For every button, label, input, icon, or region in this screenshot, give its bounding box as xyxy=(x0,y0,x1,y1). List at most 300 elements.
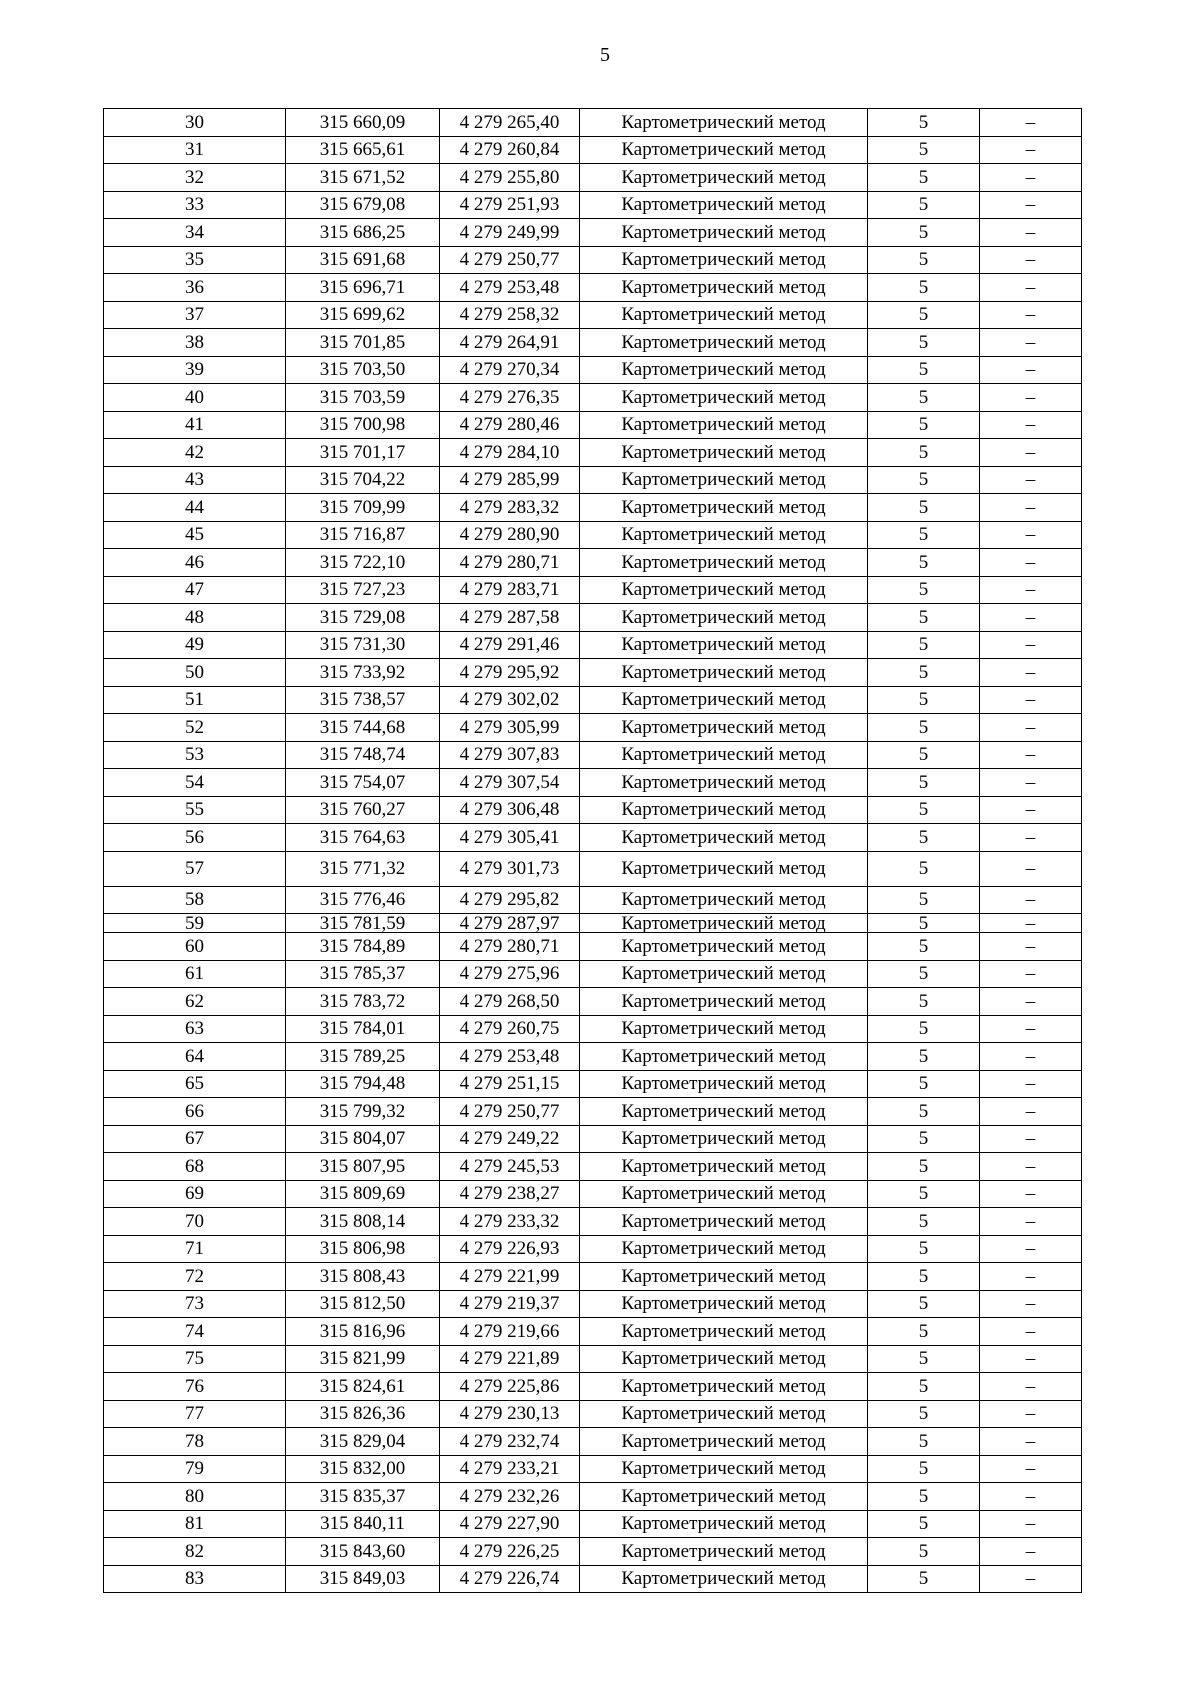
y-coordinate-cell: 4 279 226,74 xyxy=(440,1565,580,1593)
y-coordinate-cell: 4 279 307,54 xyxy=(440,769,580,797)
accuracy-cell: 5 xyxy=(868,1235,980,1263)
note-cell: – xyxy=(980,1400,1082,1428)
x-coordinate-cell: 315 701,85 xyxy=(286,329,440,357)
table-row xyxy=(104,1290,1082,1318)
note-cell: – xyxy=(980,631,1082,659)
x-coordinate-cell: 315 679,08 xyxy=(286,191,440,219)
point-number-cell: 41 xyxy=(104,411,286,439)
point-number-cell: 83 xyxy=(104,1565,286,1593)
table-row xyxy=(104,886,1082,914)
accuracy-cell: 5 xyxy=(868,1318,980,1346)
note-cell: – xyxy=(980,494,1082,522)
x-coordinate-cell: 315 738,57 xyxy=(286,686,440,714)
table-row xyxy=(104,246,1082,274)
method-cell: Картометрический метод xyxy=(580,1263,868,1291)
note-cell: – xyxy=(980,439,1082,467)
x-coordinate-cell: 315 783,72 xyxy=(286,988,440,1016)
y-coordinate-cell: 4 279 221,89 xyxy=(440,1345,580,1373)
x-coordinate-cell: 315 808,14 xyxy=(286,1208,440,1236)
note-cell: – xyxy=(980,1208,1082,1236)
x-coordinate-cell: 315 731,30 xyxy=(286,631,440,659)
point-number-cell: 72 xyxy=(104,1263,286,1291)
table-row xyxy=(104,1428,1082,1456)
point-number-cell: 70 xyxy=(104,1208,286,1236)
method-cell: Картометрический метод xyxy=(580,219,868,247)
point-number-cell: 46 xyxy=(104,549,286,577)
note-cell: – xyxy=(980,521,1082,549)
point-number-cell: 49 xyxy=(104,631,286,659)
point-number-cell: 55 xyxy=(104,796,286,824)
x-coordinate-cell: 315 840,11 xyxy=(286,1510,440,1538)
point-number-cell: 32 xyxy=(104,164,286,192)
note-cell: – xyxy=(980,411,1082,439)
accuracy-cell: 5 xyxy=(868,1290,980,1318)
method-cell: Картометрический метод xyxy=(580,549,868,577)
note-cell: – xyxy=(980,1043,1082,1071)
accuracy-cell: 5 xyxy=(868,1070,980,1098)
table-row xyxy=(104,1565,1082,1593)
x-coordinate-cell: 315 671,52 xyxy=(286,164,440,192)
point-number-cell: 53 xyxy=(104,741,286,769)
note-cell: – xyxy=(980,769,1082,797)
x-coordinate-cell: 315 729,08 xyxy=(286,604,440,632)
point-number-cell: 76 xyxy=(104,1373,286,1401)
accuracy-cell: 5 xyxy=(868,914,980,933)
x-coordinate-cell: 315 808,43 xyxy=(286,1263,440,1291)
method-cell: Картометрический метод xyxy=(580,494,868,522)
y-coordinate-cell: 4 279 226,93 xyxy=(440,1235,580,1263)
note-cell: – xyxy=(980,1565,1082,1593)
method-cell: Картометрический метод xyxy=(580,301,868,329)
method-cell: Картометрический метод xyxy=(580,1153,868,1181)
method-cell: Картометрический метод xyxy=(580,631,868,659)
x-coordinate-cell: 315 835,37 xyxy=(286,1483,440,1511)
point-number-cell: 45 xyxy=(104,521,286,549)
table-row xyxy=(104,1483,1082,1511)
table-row xyxy=(104,1318,1082,1346)
table-row xyxy=(104,988,1082,1016)
point-number-cell: 54 xyxy=(104,769,286,797)
note-cell: – xyxy=(980,604,1082,632)
y-coordinate-cell: 4 279 287,58 xyxy=(440,604,580,632)
point-number-cell: 51 xyxy=(104,686,286,714)
method-cell: Картометрический метод xyxy=(580,1043,868,1071)
table-row xyxy=(104,136,1082,164)
table-row xyxy=(104,1345,1082,1373)
table-row xyxy=(104,191,1082,219)
accuracy-cell: 5 xyxy=(868,1208,980,1236)
note-cell: – xyxy=(980,1263,1082,1291)
note-cell: – xyxy=(980,219,1082,247)
accuracy-cell: 5 xyxy=(868,1455,980,1483)
y-coordinate-cell: 4 279 307,83 xyxy=(440,741,580,769)
y-coordinate-cell: 4 279 253,48 xyxy=(440,1043,580,1071)
point-number-cell: 81 xyxy=(104,1510,286,1538)
note-cell: – xyxy=(980,1345,1082,1373)
table-row xyxy=(104,439,1082,467)
x-coordinate-cell: 315 789,25 xyxy=(286,1043,440,1071)
table-body xyxy=(104,109,1082,1593)
method-cell: Картометрический метод xyxy=(580,886,868,914)
point-number-cell: 39 xyxy=(104,356,286,384)
method-cell: Картометрический метод xyxy=(580,604,868,632)
method-cell: Картометрический метод xyxy=(580,1455,868,1483)
method-cell: Картометрический метод xyxy=(580,686,868,714)
note-cell: – xyxy=(980,1373,1082,1401)
x-coordinate-cell: 315 809,69 xyxy=(286,1180,440,1208)
y-coordinate-cell: 4 279 232,26 xyxy=(440,1483,580,1511)
method-cell: Картометрический метод xyxy=(580,329,868,357)
accuracy-cell: 5 xyxy=(868,466,980,494)
x-coordinate-cell: 315 700,98 xyxy=(286,411,440,439)
y-coordinate-cell: 4 279 305,99 xyxy=(440,714,580,742)
accuracy-cell: 5 xyxy=(868,933,980,961)
table-row xyxy=(104,1125,1082,1153)
accuracy-cell: 5 xyxy=(868,219,980,247)
method-cell: Картометрический метод xyxy=(580,1125,868,1153)
method-cell: Картометрический метод xyxy=(580,714,868,742)
x-coordinate-cell: 315 699,62 xyxy=(286,301,440,329)
method-cell: Картометрический метод xyxy=(580,1400,868,1428)
table-row xyxy=(104,1235,1082,1263)
point-number-cell: 82 xyxy=(104,1538,286,1566)
point-number-cell: 37 xyxy=(104,301,286,329)
accuracy-cell: 5 xyxy=(868,714,980,742)
table-row xyxy=(104,1153,1082,1181)
point-number-cell: 67 xyxy=(104,1125,286,1153)
point-number-cell: 75 xyxy=(104,1345,286,1373)
accuracy-cell: 5 xyxy=(868,1180,980,1208)
x-coordinate-cell: 315 686,25 xyxy=(286,219,440,247)
x-coordinate-cell: 315 754,07 xyxy=(286,769,440,797)
y-coordinate-cell: 4 279 275,96 xyxy=(440,960,580,988)
accuracy-cell: 5 xyxy=(868,604,980,632)
accuracy-cell: 5 xyxy=(868,659,980,687)
accuracy-cell: 5 xyxy=(868,1043,980,1071)
y-coordinate-cell: 4 279 219,37 xyxy=(440,1290,580,1318)
method-cell: Картометрический метод xyxy=(580,1345,868,1373)
method-cell: Картометрический метод xyxy=(580,1373,868,1401)
accuracy-cell: 5 xyxy=(868,1125,980,1153)
method-cell: Картометрический метод xyxy=(580,1510,868,1538)
method-cell: Картометрический метод xyxy=(580,136,868,164)
note-cell: – xyxy=(980,1428,1082,1456)
method-cell: Картометрический метод xyxy=(580,246,868,274)
y-coordinate-cell: 4 279 265,40 xyxy=(440,109,580,137)
accuracy-cell: 5 xyxy=(868,439,980,467)
table-row xyxy=(104,659,1082,687)
accuracy-cell: 5 xyxy=(868,1483,980,1511)
method-cell: Картометрический метод xyxy=(580,769,868,797)
method-cell: Картометрический метод xyxy=(580,1235,868,1263)
y-coordinate-cell: 4 279 258,32 xyxy=(440,301,580,329)
note-cell: – xyxy=(980,686,1082,714)
accuracy-cell: 5 xyxy=(868,1015,980,1043)
point-number-cell: 42 xyxy=(104,439,286,467)
point-number-cell: 66 xyxy=(104,1098,286,1126)
point-number-cell: 60 xyxy=(104,933,286,961)
x-coordinate-cell: 315 771,32 xyxy=(286,851,440,886)
accuracy-cell: 5 xyxy=(868,549,980,577)
method-cell: Картометрический метод xyxy=(580,439,868,467)
method-cell: Картометрический метод xyxy=(580,1015,868,1043)
note-cell: – xyxy=(980,1455,1082,1483)
point-number-cell: 31 xyxy=(104,136,286,164)
table-row xyxy=(104,631,1082,659)
method-cell: Картометрический метод xyxy=(580,521,868,549)
table-row xyxy=(104,356,1082,384)
x-coordinate-cell: 315 806,98 xyxy=(286,1235,440,1263)
x-coordinate-cell: 315 812,50 xyxy=(286,1290,440,1318)
x-coordinate-cell: 315 829,04 xyxy=(286,1428,440,1456)
point-number-cell: 77 xyxy=(104,1400,286,1428)
note-cell: – xyxy=(980,1098,1082,1126)
accuracy-cell: 5 xyxy=(868,741,980,769)
point-number-cell: 73 xyxy=(104,1290,286,1318)
table-row xyxy=(104,576,1082,604)
table-row xyxy=(104,549,1082,577)
table-row xyxy=(104,1070,1082,1098)
accuracy-cell: 5 xyxy=(868,1263,980,1291)
x-coordinate-cell: 315 824,61 xyxy=(286,1373,440,1401)
y-coordinate-cell: 4 279 302,02 xyxy=(440,686,580,714)
x-coordinate-cell: 315 701,17 xyxy=(286,439,440,467)
note-cell: – xyxy=(980,1483,1082,1511)
table-row xyxy=(104,824,1082,852)
method-cell: Картометрический метод xyxy=(580,824,868,852)
y-coordinate-cell: 4 279 251,93 xyxy=(440,191,580,219)
point-number-cell: 33 xyxy=(104,191,286,219)
accuracy-cell: 5 xyxy=(868,109,980,137)
table-row xyxy=(104,329,1082,357)
y-coordinate-cell: 4 279 233,21 xyxy=(440,1455,580,1483)
table-row xyxy=(104,219,1082,247)
accuracy-cell: 5 xyxy=(868,1565,980,1593)
accuracy-cell: 5 xyxy=(868,886,980,914)
method-cell: Картометрический метод xyxy=(580,1483,868,1511)
point-number-cell: 65 xyxy=(104,1070,286,1098)
y-coordinate-cell: 4 279 283,32 xyxy=(440,494,580,522)
table-row xyxy=(104,109,1082,137)
table-row xyxy=(104,604,1082,632)
accuracy-cell: 5 xyxy=(868,1098,980,1126)
table-row xyxy=(104,1455,1082,1483)
method-cell: Картометрический метод xyxy=(580,1180,868,1208)
y-coordinate-cell: 4 279 260,84 xyxy=(440,136,580,164)
note-cell: – xyxy=(980,136,1082,164)
table-row xyxy=(104,1180,1082,1208)
note-cell: – xyxy=(980,329,1082,357)
accuracy-cell: 5 xyxy=(868,631,980,659)
table-row xyxy=(104,1043,1082,1071)
method-cell: Картометрический метод xyxy=(580,741,868,769)
method-cell: Картометрический метод xyxy=(580,988,868,1016)
x-coordinate-cell: 315 849,03 xyxy=(286,1565,440,1593)
table-row xyxy=(104,933,1082,961)
accuracy-cell: 5 xyxy=(868,384,980,412)
note-cell: – xyxy=(980,549,1082,577)
x-coordinate-cell: 315 704,22 xyxy=(286,466,440,494)
y-coordinate-cell: 4 279 280,71 xyxy=(440,549,580,577)
note-cell: – xyxy=(980,886,1082,914)
accuracy-cell: 5 xyxy=(868,1400,980,1428)
x-coordinate-cell: 315 821,99 xyxy=(286,1345,440,1373)
y-coordinate-cell: 4 279 264,91 xyxy=(440,329,580,357)
point-number-cell: 40 xyxy=(104,384,286,412)
x-coordinate-cell: 315 722,10 xyxy=(286,549,440,577)
note-cell: – xyxy=(980,109,1082,137)
point-number-cell: 71 xyxy=(104,1235,286,1263)
method-cell: Картометрический метод xyxy=(580,1428,868,1456)
x-coordinate-cell: 315 826,36 xyxy=(286,1400,440,1428)
method-cell: Картометрический метод xyxy=(580,851,868,886)
point-number-cell: 30 xyxy=(104,109,286,137)
point-number-cell: 52 xyxy=(104,714,286,742)
table-row xyxy=(104,914,1082,933)
method-cell: Картометрический метод xyxy=(580,356,868,384)
table-row xyxy=(104,1263,1082,1291)
note-cell: – xyxy=(980,466,1082,494)
point-number-cell: 58 xyxy=(104,886,286,914)
table-row xyxy=(104,1373,1082,1401)
table-row xyxy=(104,301,1082,329)
note-cell: – xyxy=(980,796,1082,824)
y-coordinate-cell: 4 279 238,27 xyxy=(440,1180,580,1208)
method-cell: Картометрический метод xyxy=(580,384,868,412)
note-cell: – xyxy=(980,960,1082,988)
table-row xyxy=(104,466,1082,494)
method-cell: Картометрический метод xyxy=(580,576,868,604)
method-cell: Картометрический метод xyxy=(580,1318,868,1346)
note-cell: – xyxy=(980,576,1082,604)
note-cell: – xyxy=(980,356,1082,384)
y-coordinate-cell: 4 279 232,74 xyxy=(440,1428,580,1456)
table-row xyxy=(104,741,1082,769)
method-cell: Картометрический метод xyxy=(580,1565,868,1593)
method-cell: Картометрический метод xyxy=(580,109,868,137)
x-coordinate-cell: 315 784,89 xyxy=(286,933,440,961)
y-coordinate-cell: 4 279 253,48 xyxy=(440,274,580,302)
table-row xyxy=(104,1538,1082,1566)
x-coordinate-cell: 315 660,09 xyxy=(286,109,440,137)
x-coordinate-cell: 315 744,68 xyxy=(286,714,440,742)
table-row xyxy=(104,494,1082,522)
table-row xyxy=(104,686,1082,714)
method-cell: Картометрический метод xyxy=(580,1538,868,1566)
note-cell: – xyxy=(980,1015,1082,1043)
method-cell: Картометрический метод xyxy=(580,796,868,824)
table-row xyxy=(104,384,1082,412)
table-row xyxy=(104,274,1082,302)
y-coordinate-cell: 4 279 295,82 xyxy=(440,886,580,914)
point-number-cell: 56 xyxy=(104,824,286,852)
point-number-cell: 79 xyxy=(104,1455,286,1483)
note-cell: – xyxy=(980,164,1082,192)
table-row xyxy=(104,164,1082,192)
x-coordinate-cell: 315 781,59 xyxy=(286,914,440,933)
accuracy-cell: 5 xyxy=(868,824,980,852)
table-row xyxy=(104,851,1082,886)
method-cell: Картометрический метод xyxy=(580,659,868,687)
point-number-cell: 64 xyxy=(104,1043,286,1071)
point-number-cell: 50 xyxy=(104,659,286,687)
note-cell: – xyxy=(980,1290,1082,1318)
point-number-cell: 43 xyxy=(104,466,286,494)
y-coordinate-cell: 4 279 280,90 xyxy=(440,521,580,549)
y-coordinate-cell: 4 279 255,80 xyxy=(440,164,580,192)
y-coordinate-cell: 4 279 301,73 xyxy=(440,851,580,886)
y-coordinate-cell: 4 279 233,32 xyxy=(440,1208,580,1236)
point-number-cell: 34 xyxy=(104,219,286,247)
method-cell: Картометрический метод xyxy=(580,960,868,988)
accuracy-cell: 5 xyxy=(868,246,980,274)
x-coordinate-cell: 315 703,59 xyxy=(286,384,440,412)
note-cell: – xyxy=(980,824,1082,852)
method-cell: Картометрический метод xyxy=(580,274,868,302)
x-coordinate-cell: 315 804,07 xyxy=(286,1125,440,1153)
x-coordinate-cell: 315 776,46 xyxy=(286,886,440,914)
note-cell: – xyxy=(980,191,1082,219)
note-cell: – xyxy=(980,384,1082,412)
note-cell: – xyxy=(980,246,1082,274)
point-number-cell: 35 xyxy=(104,246,286,274)
y-coordinate-cell: 4 279 249,22 xyxy=(440,1125,580,1153)
table-row xyxy=(104,411,1082,439)
method-cell: Картометрический метод xyxy=(580,1290,868,1318)
note-cell: – xyxy=(980,659,1082,687)
note-cell: – xyxy=(980,933,1082,961)
y-coordinate-cell: 4 279 295,92 xyxy=(440,659,580,687)
y-coordinate-cell: 4 279 250,77 xyxy=(440,246,580,274)
accuracy-cell: 5 xyxy=(868,1373,980,1401)
y-coordinate-cell: 4 279 280,71 xyxy=(440,933,580,961)
table-row xyxy=(104,1400,1082,1428)
accuracy-cell: 5 xyxy=(868,769,980,797)
y-coordinate-cell: 4 279 260,75 xyxy=(440,1015,580,1043)
note-cell: – xyxy=(980,914,1082,933)
note-cell: – xyxy=(980,714,1082,742)
y-coordinate-cell: 4 279 226,25 xyxy=(440,1538,580,1566)
table-row xyxy=(104,1098,1082,1126)
table-row xyxy=(104,960,1082,988)
y-coordinate-cell: 4 279 270,34 xyxy=(440,356,580,384)
point-number-cell: 63 xyxy=(104,1015,286,1043)
x-coordinate-cell: 315 703,50 xyxy=(286,356,440,384)
method-cell: Картометрический метод xyxy=(580,466,868,494)
point-number-cell: 59 xyxy=(104,914,286,933)
point-number-cell: 57 xyxy=(104,851,286,886)
accuracy-cell: 5 xyxy=(868,411,980,439)
note-cell: – xyxy=(980,274,1082,302)
point-number-cell: 78 xyxy=(104,1428,286,1456)
x-coordinate-cell: 315 799,32 xyxy=(286,1098,440,1126)
point-number-cell: 36 xyxy=(104,274,286,302)
y-coordinate-cell: 4 279 268,50 xyxy=(440,988,580,1016)
note-cell: – xyxy=(980,1235,1082,1263)
note-cell: – xyxy=(980,1538,1082,1566)
accuracy-cell: 5 xyxy=(868,494,980,522)
x-coordinate-cell: 315 760,27 xyxy=(286,796,440,824)
x-coordinate-cell: 315 709,99 xyxy=(286,494,440,522)
accuracy-cell: 5 xyxy=(868,1428,980,1456)
method-cell: Картометрический метод xyxy=(580,191,868,219)
y-coordinate-cell: 4 279 276,35 xyxy=(440,384,580,412)
y-coordinate-cell: 4 279 305,41 xyxy=(440,824,580,852)
note-cell: – xyxy=(980,1070,1082,1098)
note-cell: – xyxy=(980,988,1082,1016)
point-number-cell: 47 xyxy=(104,576,286,604)
accuracy-cell: 5 xyxy=(868,329,980,357)
